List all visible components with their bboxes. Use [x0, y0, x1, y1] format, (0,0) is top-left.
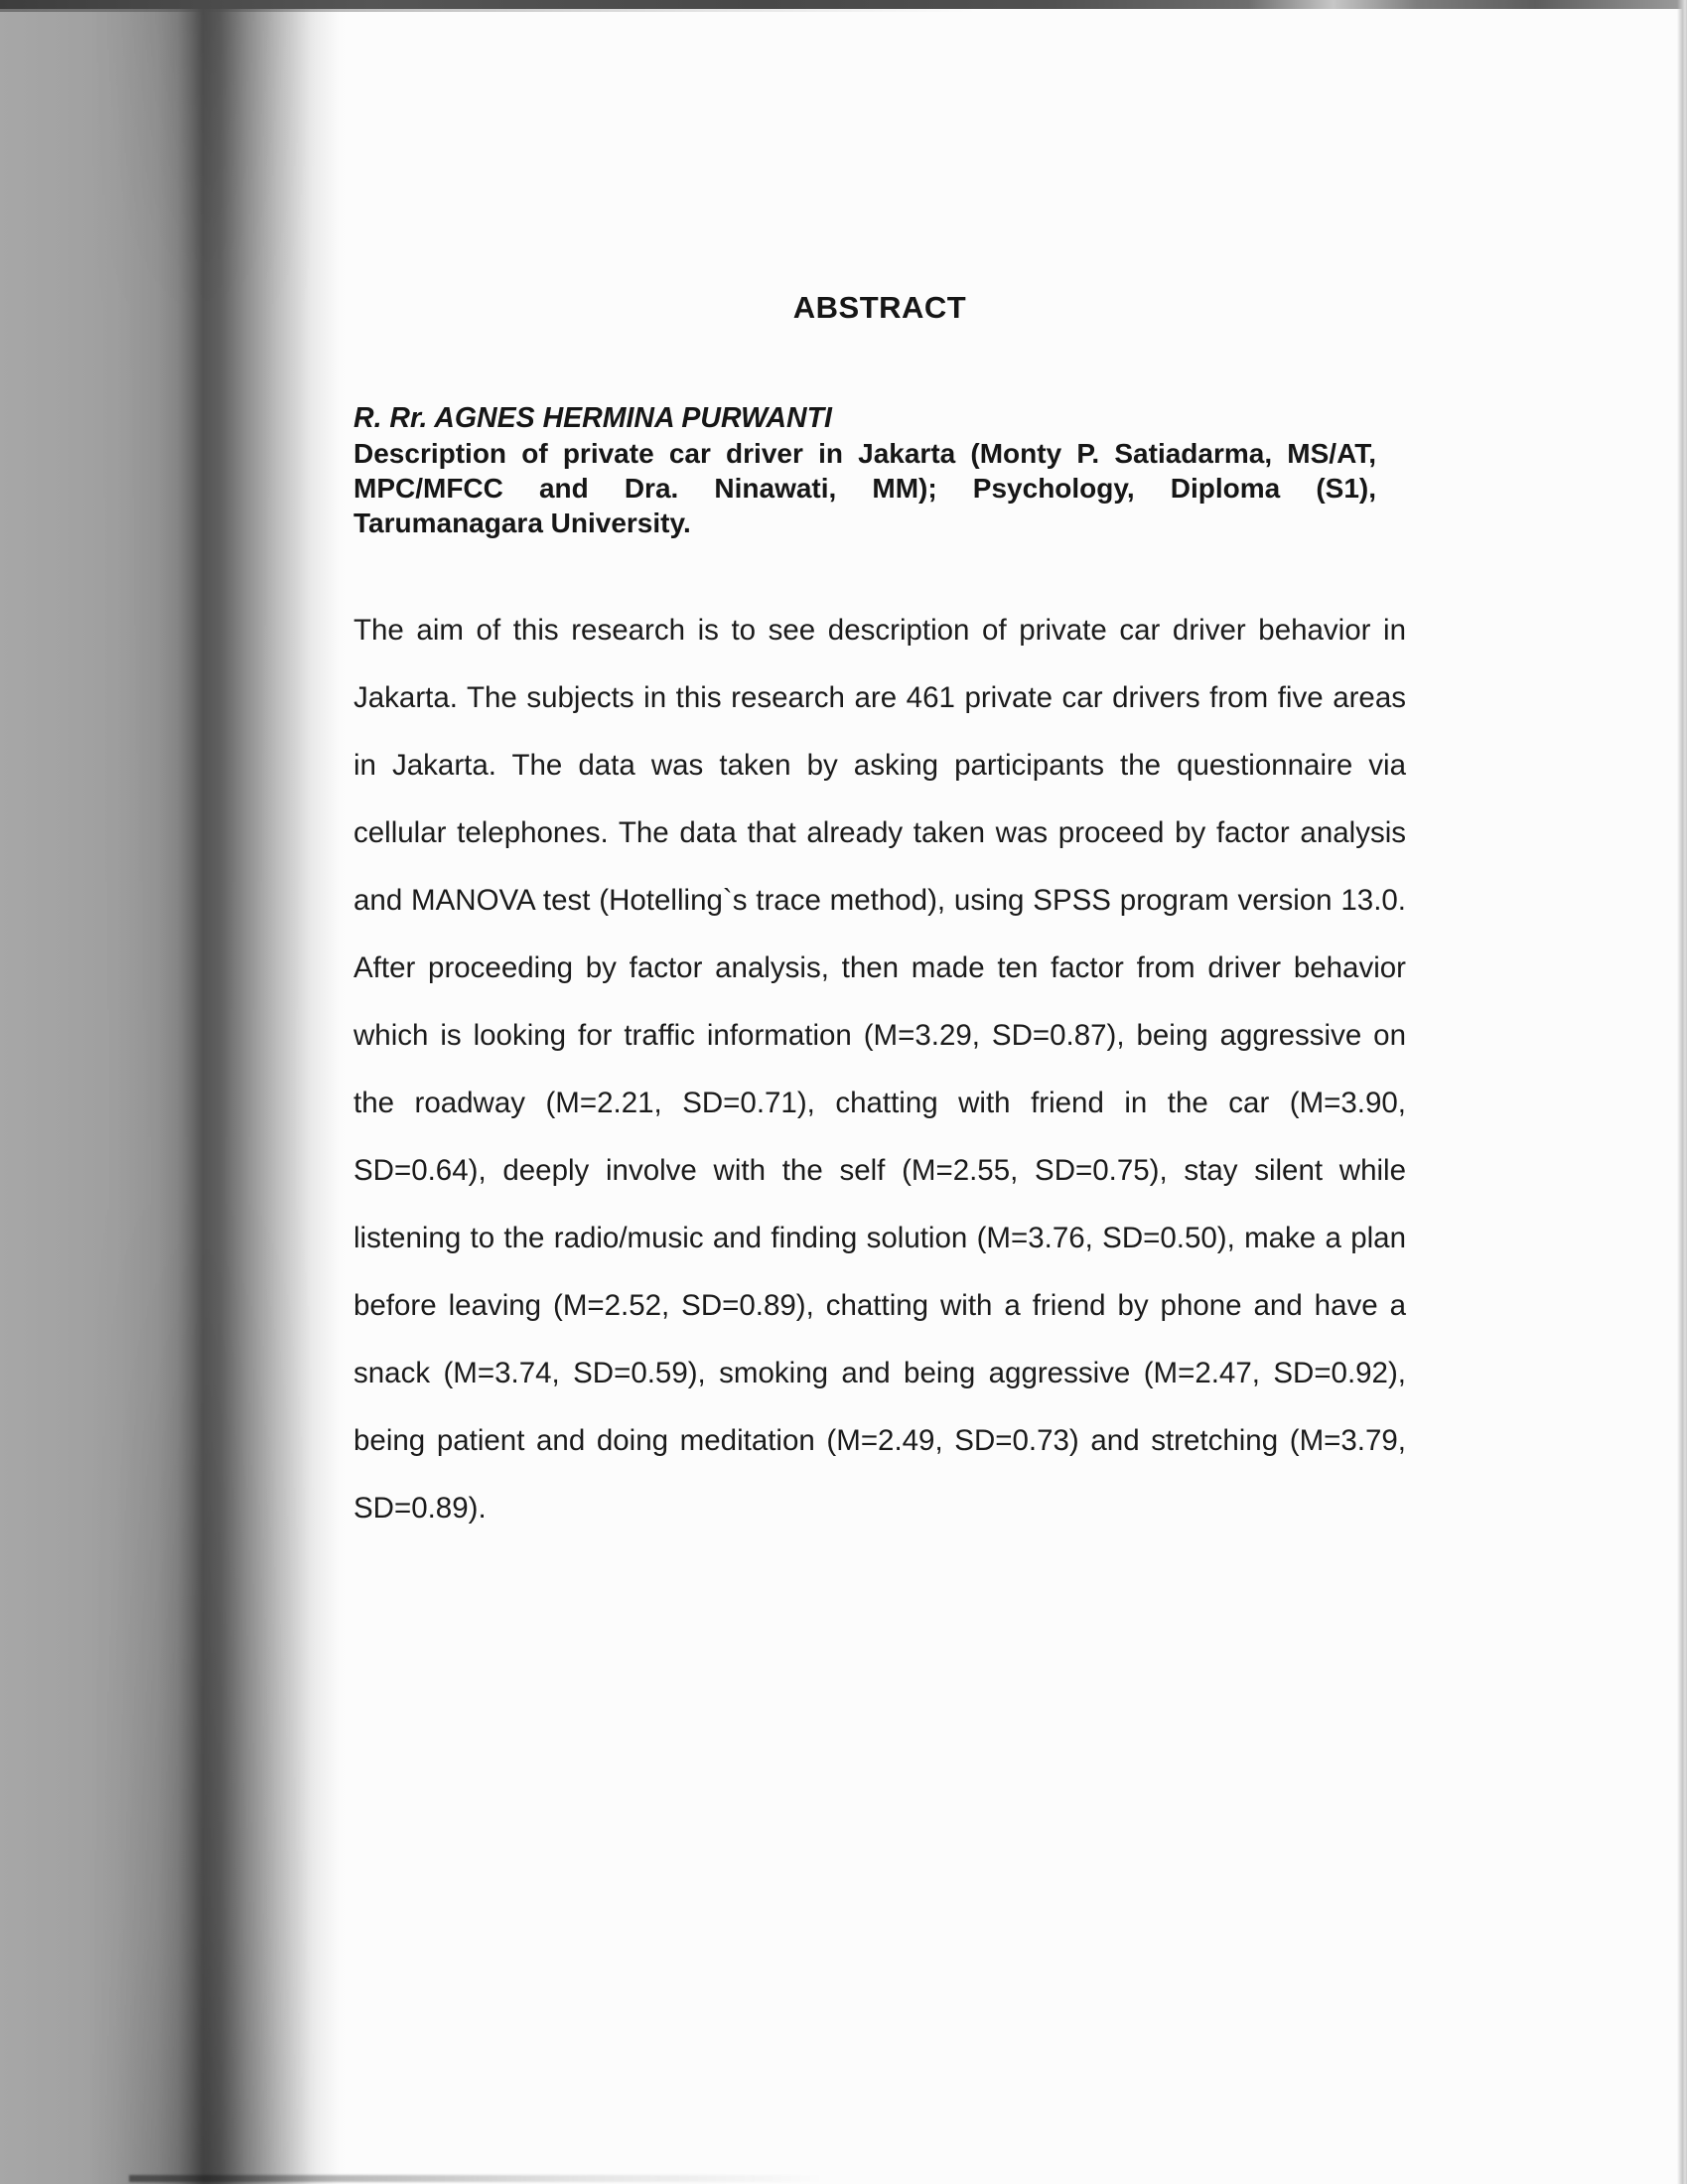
right-scan-edge-line [1677, 0, 1687, 2184]
author-name: R. Rr. AGNES HERMINA PURWANTI [353, 402, 832, 434]
top-scan-edge-line [0, 0, 1687, 9]
bottom-scan-streak [129, 2175, 824, 2182]
thesis-reference: Description of private car driver in Jakarta (Monty P. Satiadarma, MS/AT, MPC/MFCC and Dra. Ninawati, MM); Psychology, Diploma (S1), Tarumanagara University. [353, 438, 1376, 538]
page-title: ABSTRACT [792, 290, 967, 325]
book-spine-shadow-deepen [89, 0, 318, 2184]
abstract-paragraph: The aim of this research is to see description of private car driver behavior in Jakarta. The subjects in this research are 461 private car drivers from five areas in Jakarta. The data was taken by asking participants the questionnaire via cellular telephones. The data that already taken was proceed by factor analysis and MANOVA test (Hotelling`s trace method), using SPSS program version 13.0. After proceeding by factor analysis, then made ten factor from driver behavior which is looking for traffic information (M=3.29, SD=0.87), being aggressive on the roadway (M=2.21, SD=0.71), chatting with friend in the car (M=3.90, SD=0.64), deeply involve with the self (M=2.55, SD=0.75), stay silent while listening to the radio/music and finding solution (M=3.76, SD=0.50), make a plan before leaving (M=2.52, SD=0.89), chatting with a friend by phone and have a snack (M=3.74, SD=0.59), smoking and being aggressive (M=2.47, SD=0.92), being patient and doing meditation (M=2.49, SD=0.73) and stretching (M=3.79, SD=0.89). [353, 614, 1406, 1525]
top-scan-edge-line-secondary [0, 9, 978, 12]
author-block [353, 401, 1376, 540]
